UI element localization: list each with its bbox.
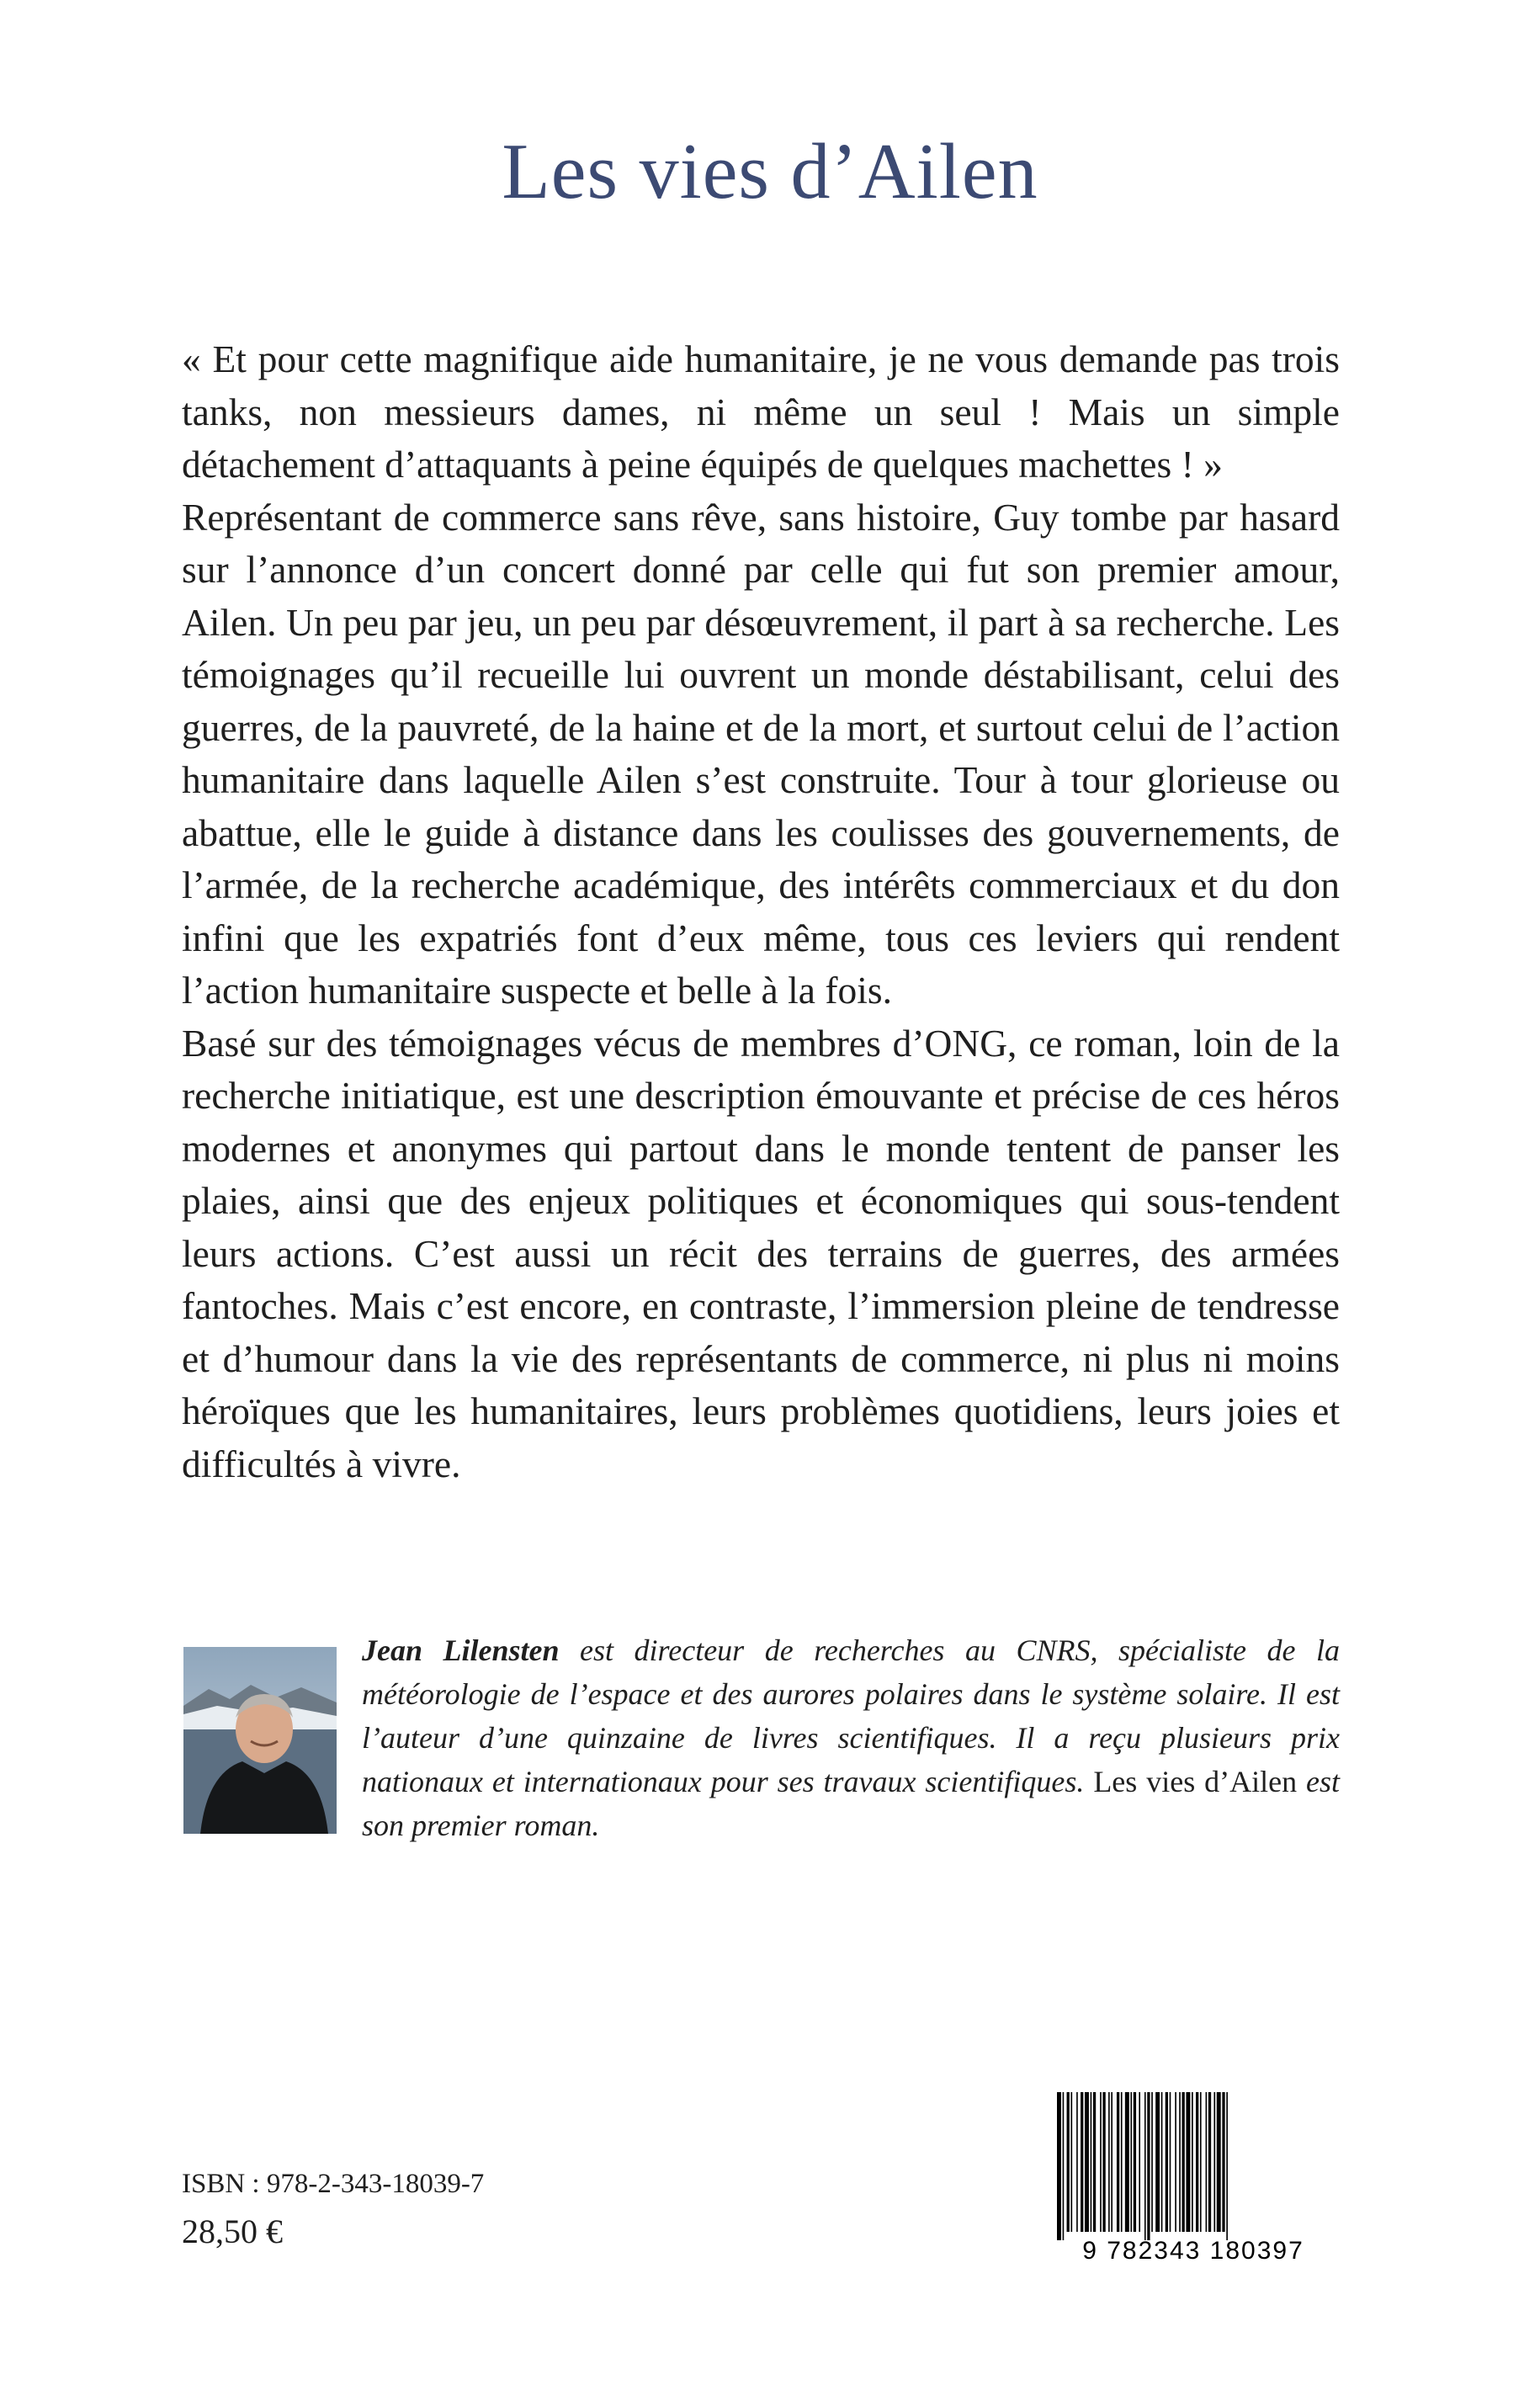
barcode-bar [1186, 2092, 1190, 2232]
barcode-bar [1057, 2092, 1061, 2240]
barcode-bar [1175, 2092, 1176, 2232]
barcode-bar [1121, 2092, 1123, 2232]
barcode-bar [1134, 2092, 1136, 2232]
barcode-bar [1170, 2092, 1171, 2232]
barcode-bar [1085, 2092, 1089, 2232]
barcode-bars [1057, 2092, 1228, 2240]
barcode-bar [1111, 2092, 1113, 2232]
barcode-bar [1166, 2092, 1168, 2232]
barcode-bar [1196, 2092, 1198, 2232]
blurb-paragraph: Basé sur des témoignages vécus de membres d’ONG, ce roman, loin de la recherche initiatique, est une description émouvante et précise de ces héros modernes et anonymes qui partout dans le monde tentent de panser les plaies, ainsi que des enjeux politiques et économiques qui sous-tendent leurs actions. C’est aussi un récit des terrains de guerres, des armées fantoches. Mais c’est encore, en contraste, l’immersion pleine de tendresse et d’humour dans la vie des représentants de commerce, ni plus ni moins héroïques que les humanitaires, leurs problèmes quotidiens, leurs joies et difficultés à vivre. [182, 1021, 1340, 1485]
barcode-bar [1200, 2092, 1202, 2232]
barcode-bar [1139, 2092, 1140, 2232]
barcode-bar [1151, 2092, 1153, 2232]
barcode-bar [1117, 2092, 1119, 2232]
barcode-bar [1217, 2092, 1221, 2232]
barcode-bar [1130, 2092, 1132, 2232]
barcode-bar [1091, 2092, 1092, 2232]
barcode-digits: 9 782343 180397 [1082, 2237, 1304, 2265]
barcode-bar [1226, 2092, 1228, 2240]
author-photo [183, 1647, 337, 1834]
author-bio [362, 1628, 1340, 1847]
barcode-bar [1208, 2092, 1211, 2232]
barcode-bar [1093, 2092, 1096, 2232]
barcode-bar [1155, 2092, 1160, 2232]
barcode-bar [1067, 2092, 1070, 2232]
barcode-bar [1213, 2092, 1215, 2232]
author-bio-text: est directeur de recherches au CNRS, spécialiste de la météorologie de l’espace et des aurores polaires dans le système solaire. Il est l’auteur d’une quinzaine de livres scientifiques. Il a reçu plusieurs prix nationaux et internationaux pour ses travaux scientifiques. [362, 1633, 1340, 1798]
barcode-bar [1102, 2092, 1105, 2232]
blurb-paragraph: Représentant de commerce sans rêve, sans histoire, Guy tombe par hasard sur l’annonce d’un concert donné par celle qui fut son premier amour, Ailen. Un peu par jeu, un peu par désœuvrement, il part à sa recherche. Les témoignages qu’il recueille lui ouvrent un monde déstabilisant, celui des guerres, de la pauvreté, de la haine et de la mort, et surtout celui de l’action humanitaire dans laquelle Ailen s’est construite. Tour à tour glorieuse ou abattue, elle le guide à distance dans les coulisses des gouvernements, de l’armée, de la recherche académique, des intérêts commerciaux et du don infini que les expatriés font d’eux même, tous ces leviers qui rendent l’action humanitaire suspecte et belle à la fois. [182, 495, 1340, 1012]
barcode-bar [1071, 2092, 1073, 2232]
barcode-bar [1161, 2092, 1163, 2232]
back-cover-blurb [182, 333, 1340, 1490]
barcode-bar [1182, 2092, 1185, 2232]
barcode-bar [1147, 2092, 1150, 2240]
isbn: ISBN : 978-2-343-18039-7 [182, 2169, 485, 2199]
barcode [1042, 2092, 1345, 2265]
barcode-bar [1081, 2092, 1083, 2232]
barcode-bar [1222, 2092, 1224, 2232]
blurb-quote: « Et pour cette magnifique aide humanitaire, je ne vous demande pas trois tanks, non messieurs dames, ni même un seul ! Mais un simple détachement d’attaquants à peine équipés de quelques machettes ! » [182, 337, 1340, 486]
author-bio-book-title: Les vies d’Ailen [1093, 1765, 1298, 1798]
barcode-bar [1063, 2092, 1065, 2240]
author-name: Jean Lilensten [362, 1633, 560, 1667]
barcode-bar [1206, 2092, 1208, 2232]
barcode-bar [1108, 2092, 1110, 2232]
barcode-bar [1192, 2092, 1193, 2232]
barcode-bar [1125, 2092, 1129, 2232]
author-bio-text-end: est son premier roman. [362, 1765, 1341, 1842]
barcode-bar [1076, 2092, 1078, 2232]
price: 28,50 € [182, 2212, 283, 2250]
barcode-bar [1179, 2092, 1181, 2232]
book-title: Les vies d’Ailen [502, 128, 1038, 215]
barcode-bar [1144, 2092, 1146, 2240]
barcode-bar [1100, 2092, 1102, 2232]
